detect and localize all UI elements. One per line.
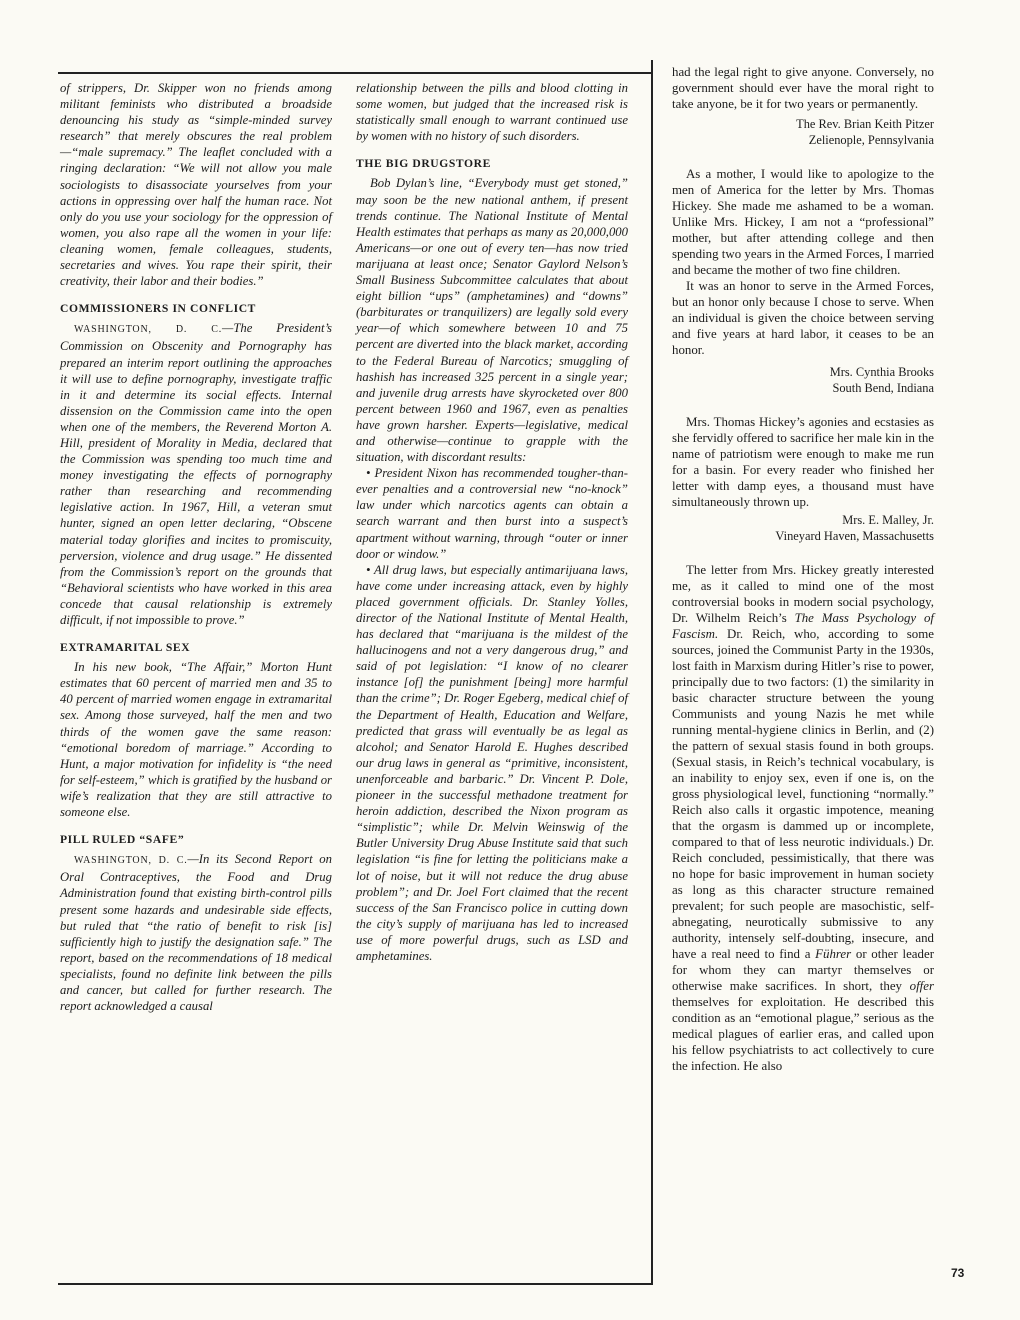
bottom-rule [58, 1283, 653, 1285]
signature-name: The Rev. Brian Keith Pitzer [796, 117, 934, 131]
legal-right-paragraph: had the legal right to give anyone. Conversely, no government should ever have the moral right to take anyone, be it for two years or permanently. [672, 65, 934, 111]
news-column-left [60, 80, 332, 1014]
reich-offer: offer [909, 979, 934, 993]
reich-text-d: themselves for exploitation. He described this condition as an “emotional plague,” serious as the medical plagues of earlier eras, and called upon his fellow psychiatrists to act collectively to cure the infection. He also [672, 995, 934, 1073]
signature-malley [672, 512, 934, 544]
news-column-middle [356, 80, 628, 964]
mother-paragraph-2: It was an honor to serve in the Armed Forces, but an honor only because I chose to serve. When an individual is given the choice between serving and five years at hard labor, it ceases to be an honor. [672, 279, 934, 357]
mother-paragraph-1: As a mother, I would like to apologize to the men of America for the letter by Mrs. Thomas Hickey. She made me ashamed to be a woman. Unlike Mrs. Hickey, I am not a “professional” mother, but after attending college and then spending two years in the Armed Forces, I married and became the mother of two fine children. [672, 167, 934, 277]
signature-place: Zelienople, Pennsylvania [808, 133, 934, 147]
commissioners-text: —The President’s Commission on Obscenity and Pornography has prepared an interim report outlining the approaches it will use to define pornography, investigate traffic in it and determine its social effects. Internal dissension on the Commission came into the open when one of the members, the Reverend Morton A. Hill, president of Morality in Media, declared that the Commission was spending too much time and money investigating the effects of pornography rather than researching and recommending legislative action. In 1967, Hill, a veteran smut hunter, signed an open letter declaring, “Obscene material today glorifies and incites to promiscuity, perversion, violence and drug usage.” He dissented from the Commission’s report on the grounds that “Behavioral scientists who have worked in this area concede that causal relationship is extremely difficult, if not impossible to prove.” [60, 321, 332, 627]
extramarital-heading: EXTRAMARITAL SEX [60, 641, 191, 655]
nixon-bullet: • President Nixon has recommended tougher-than-ever penalties and a controversial new “no-knock” law under which narcotics agents can obtain a search warrant and then burst into a suspect’s apartment without warning, through “outer or inner door or window.” [356, 466, 628, 561]
page-number: 73 [951, 1266, 965, 1280]
pill-paragraph [60, 851, 332, 1014]
signature-place: South Bend, Indiana [832, 381, 934, 395]
drugstore-heading: THE BIG DRUGSTORE [356, 157, 491, 171]
pill-dateline: WASHINGTON, D. C. [74, 855, 188, 867]
commissioners-dateline: WASHINGTON, D. C. [74, 324, 223, 336]
pill-heading: PILL RULED “SAFE” [60, 833, 185, 847]
strippers-paragraph: of strippers, Dr. Skipper won no friends among militant feminists who distributed a broadside denouncing his study as “simple-minded survey research” that merely obscures the real problem—“male supremacy.” The leaflet concluded with a ringing declaration: “We will not allow you male sociologists to disassociate yourselves from your actions in oppressing over half the human race. Not only do you use your sociology for the oppression of women, you also rape all the women in your life: cleaning women, female colleagues, students, secretaries and wives. You rape their spirit, their creativity, their labor and their bodies.” [60, 81, 332, 289]
column-divider [651, 60, 653, 1285]
signature-name: Mrs. E. Malley, Jr. [842, 513, 934, 527]
signature-place: Vineyard Haven, Massachusetts [775, 529, 934, 543]
reich-book-title: The Mass Psychology of Fascism. [672, 611, 934, 641]
letters-column [672, 64, 934, 1074]
reich-paragraph [672, 562, 934, 1074]
relationship-paragraph: relationship between the pills and blood clotting in some women, but judged that the increased risk is statistically small enough to warrant continued use by women with no history of such disorders. [356, 81, 628, 144]
pill-text: —In its Second Report on Oral Contraceptives, the Food and Drug Administration found that existing birth-control pills present some hazards and undesirable side effects, but ruled that “the ratio of benefit to risk [is] sufficiently high to justify the designation safe.” The report, based on the recommendations of 18 medical specialists, found no definite link between the pills and cancer, but called for further research. The report acknowledged a causal [60, 852, 332, 1014]
reich-text-b: Dr. Reich, who, according to some sources, joined the Communist Party in the 1930s, lost faith in Marxism during Hitler’s rise to power, principally due to two factors: (1) the similarity in basic character structure between the young Communists and young Nazis he met while running mental-hygiene clinics in Berlin, and (2) the pattern of sexual stasis found in both groups. (Sexual stasis, in Reich’s technical vocabulary, is an inability to enjoy sex, even if one is, on the gross physiological level, functioning “normally.” Reich also calls it orgastic impotence, meaning that the orgasm is dammed up or incomplete, compared to that of less neurotic individuals.) Dr. Reich concluded, pessimistically, that there was no hope for basic improvement in human society as long as this character structure remained prevalent; for such people are masochistic, self-abnegating, neurotically submissive to any authority, intensely self-doubting, insecure, and have a real need to find a [672, 627, 934, 961]
extramarital-paragraph: In his new book, “The Affair,” Morton Hunt estimates that 60 percent of married men and 35 to 40 percent of married women engage in extramarital sex. Among those surveyed, half the men and two thirds of the women gave the same reason: “emotional boredom of marriage.” According to Hunt, a major motivation for infidelity is “the need for self-esteem,” which is gratified by the husband or wife’s realization that they are still attractive to someone else. [60, 660, 332, 820]
top-rule [58, 72, 651, 74]
agonies-paragraph: Mrs. Thomas Hickey’s agonies and ecstasies as she fervidly offered to sacrifice her male kin in the name of patriotism were enough to make me run for a basin. For every reader who finished her letter with damp eyes, a thousand must have simultaneously thrown up. [672, 415, 934, 509]
signature-pitzer [672, 116, 934, 148]
commissioners-paragraph [60, 320, 332, 628]
commissioners-heading: COMMISSIONERS IN CONFLICT [60, 302, 257, 316]
drug-laws-bullet: • All drug laws, but especially antimarijuana laws, have come under increasing attack, even by highly placed government officials. Dr. Stanley Yolles, director of the National Institute of Mental Health, has declared that “marijuana is the mildest of the hallucinogens and not a very dangerous drug,” and said of pot legislation: “I know of no clearer instance [of] the punishment [being] more harmful than the crime”; Dr. Roger Egeberg, medical chief of the Department of Health, Education and Welfare, predicted that grass will eventually be as legal as alcohol; and Senator Harold E. Hughes described our drug laws in general as “primitive, inconsistent, unenforceable and barbaric.” Dr. Vincent P. Dole, pioneer in the successful methadone treatment for heroin addiction, described the Nixon program as “simplistic”; while Dr. Melvin Weinswig of the Butler University Drug Abuse Institute said that such legislation “is fine for letting the politicians make a lot of noise, but it will not reduce the drug abuse problem”; and Dr. Joel Fort claimed that the recent success of the San Francisco police in cutting down the city’s supply of marijuana has led to increased use of more powerful drugs, such as LSD and amphetamines. [356, 562, 628, 963]
drugstore-paragraph: Bob Dylan’s line, “Everybody must get stoned,” may soon be the new national anthem, if present trends continue. The National Institute of Mental Health estimates that perhaps as many as 20,000,000 Americans—or one out of every ten—has now tried marijuana at least once; Senator Gaylord Nelson’s Small Business Subcommittee calculates that about eight billion “ups” (amphetamines) and “downs” (barbiturates or tranquilizers) are legally sold every year—of which somewhere between 10 and 75 percent are diverted into the black market, according to the Federal Bureau of Narcotics; smuggling of hashish has increased 325 percent in a single year; and juvenile drug arrests have skyrocketed over 800 percent between 1960 and 1967, even as penalties have grown harsher. Experts—legislative, medical and otherwise—continue to grapple with the situation, with discordant results: [356, 176, 628, 465]
reich-text-a: The letter from Mrs. Hickey greatly interested me, as it called to mind one of the most controversial books in modern social psychology, Dr. Wilhelm Reich’s [672, 563, 934, 625]
reich-fuhrer: Führer [815, 947, 852, 961]
reich-text-c: or other leader for whom they can martyr themselves or otherwise make sacrifices. In short, they [672, 947, 934, 993]
signature-brooks [672, 364, 934, 396]
signature-name: Mrs. Cynthia Brooks [829, 365, 934, 379]
